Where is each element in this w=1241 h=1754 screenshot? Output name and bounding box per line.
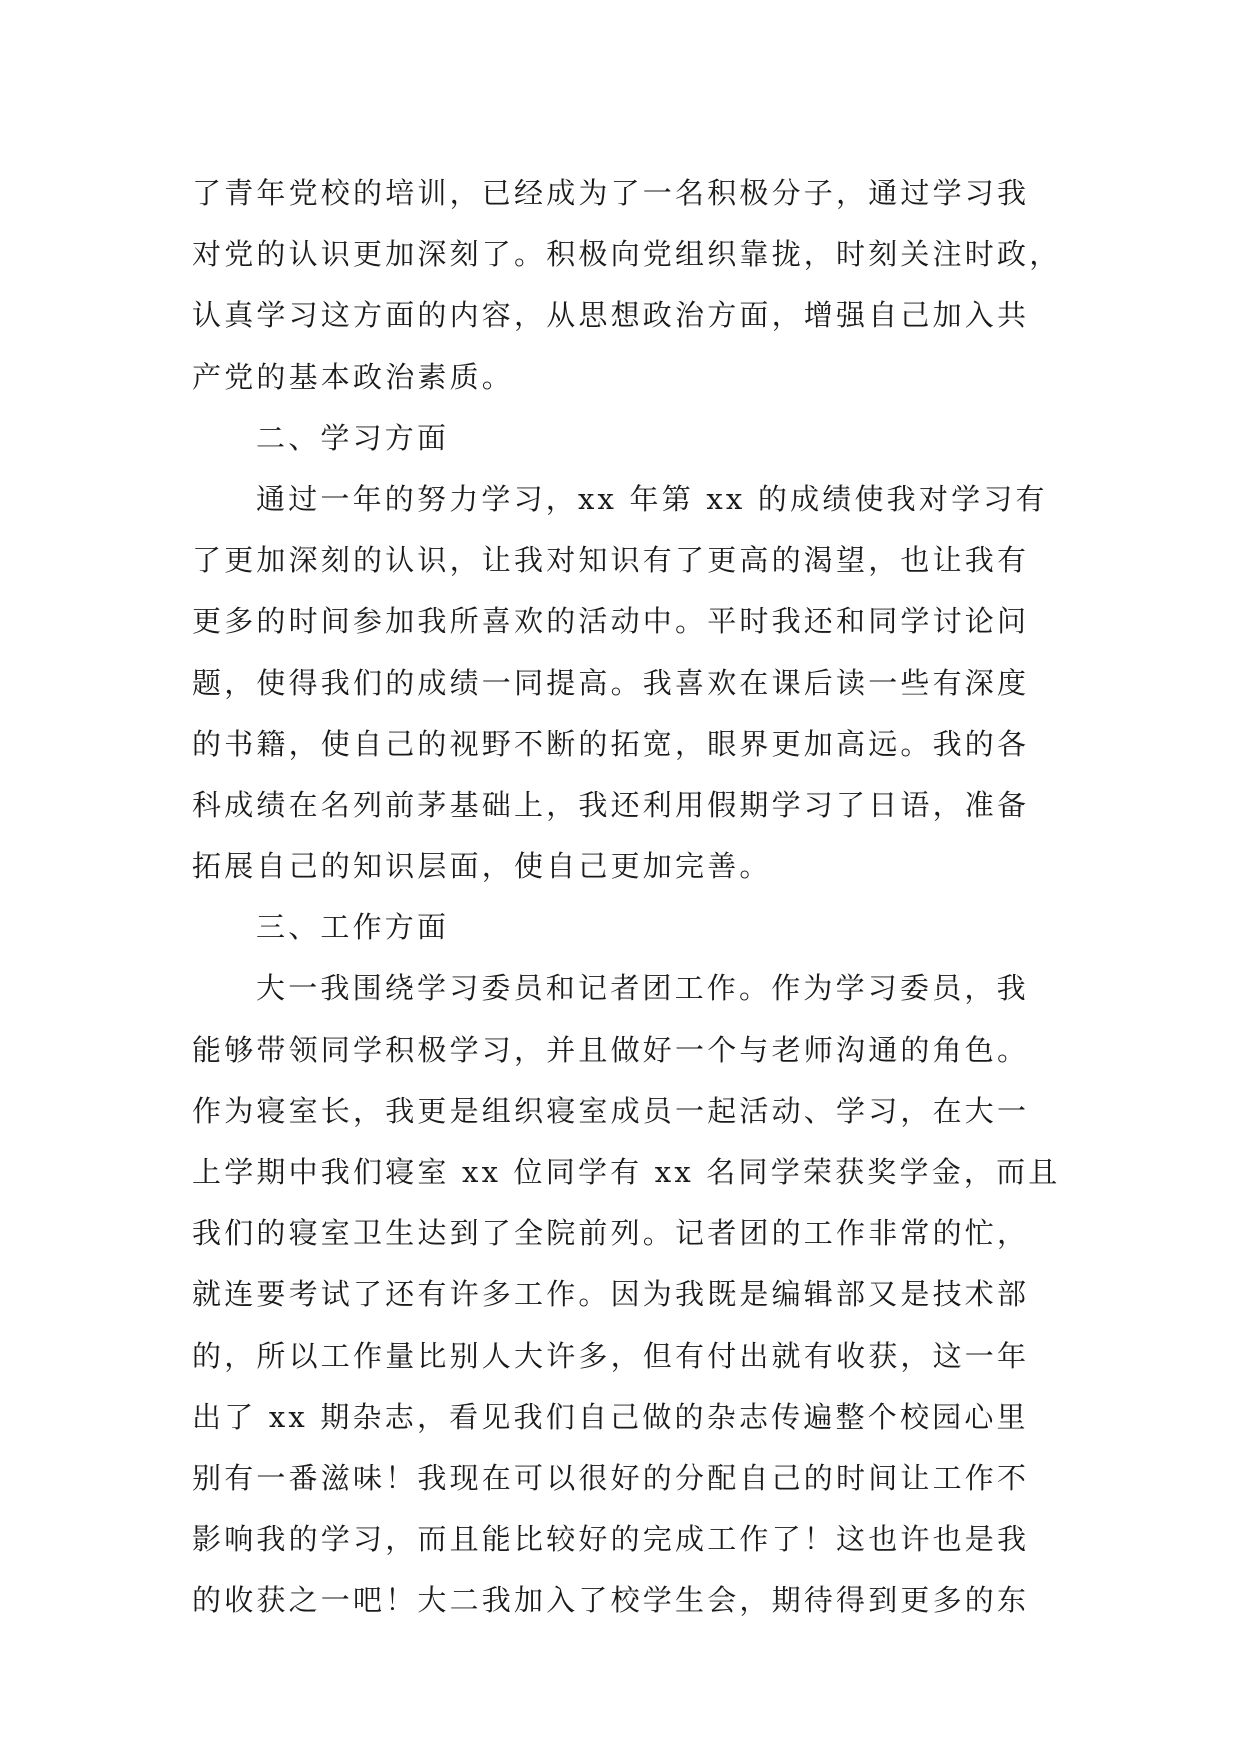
text-line: 通过一年的努力学习，xx 年第 xx 的成绩使我对学习有 bbox=[256, 481, 1048, 516]
text-line: 上学期中我们寝室 xx 位同学有 xx 名同学荣获奖学金，而且 bbox=[192, 1155, 1061, 1189]
text-line: 我们的寝室卫生达到了全院前列。记者团的工作非常的忙， bbox=[192, 1216, 1030, 1251]
text-line: 出了 xx 期杂志，看见我们自己做的杂志传遍整个校园心里 bbox=[192, 1399, 1029, 1434]
text-line: 的，所以工作量比别人大许多，但有付出就有收获，这一年 bbox=[192, 1338, 1030, 1373]
text-line: 别有一番滋味！我现在可以很好的分配自己的时间让工作不 bbox=[192, 1460, 1030, 1495]
body-text bbox=[192, 163, 1062, 1632]
text-line: 了青年党校的培训，已经成为了一名积极分子，通过学习我 bbox=[192, 176, 1030, 210]
text-line: 就连要考试了还有许多工作。因为我既是编辑部又是技术部 bbox=[192, 1277, 1030, 1312]
text-line: 了更加深刻的认识，让我对知识有了更高的渴望，也让我有 bbox=[192, 543, 1030, 578]
section-heading: 三、工作方面 bbox=[256, 910, 450, 945]
text-line: 作为寝室长，我更是组织寝室成员一起活动、学习，在大一 bbox=[192, 1093, 1030, 1128]
text-line: 的收获之一吧！大二我加入了校学生会，期待得到更多的东 bbox=[192, 1583, 1030, 1618]
text-line: 更多的时间参加我所喜欢的活动中。平时我还和同学讨论问 bbox=[192, 604, 1030, 639]
text-line: 影响我的学习，而且能比较好的完成工作了！这也许也是我 bbox=[192, 1522, 1030, 1557]
text-line: 认真学习这方面的内容，从思想政治方面，增强自己加入共 bbox=[192, 298, 1030, 333]
text-line: 能够带领同学积极学习，并且做好一个与老师沟通的角色。 bbox=[192, 1032, 1030, 1067]
text-line: 对党的认识更加深刻了。积极向党组织靠拢，时刻关注时政， bbox=[192, 237, 1062, 272]
text-line: 题，使得我们的成绩一同提高。我喜欢在课后读一些有深度 bbox=[192, 665, 1030, 700]
section-heading: 二、学习方面 bbox=[256, 420, 450, 455]
text-line: 的书籍，使自己的视野不断的拓宽，眼界更加高远。我的各 bbox=[192, 726, 1030, 761]
text-line: 拓展自己的知识层面，使自己更加完善。 bbox=[192, 849, 772, 884]
text-line: 科成绩在名列前茅基础上，我还利用假期学习了日语，准备 bbox=[192, 787, 1030, 822]
text-line: 大一我围绕学习委员和记者团工作。作为学习委员，我 bbox=[256, 971, 1029, 1006]
text-line: 产党的基本政治素质。 bbox=[192, 359, 515, 394]
